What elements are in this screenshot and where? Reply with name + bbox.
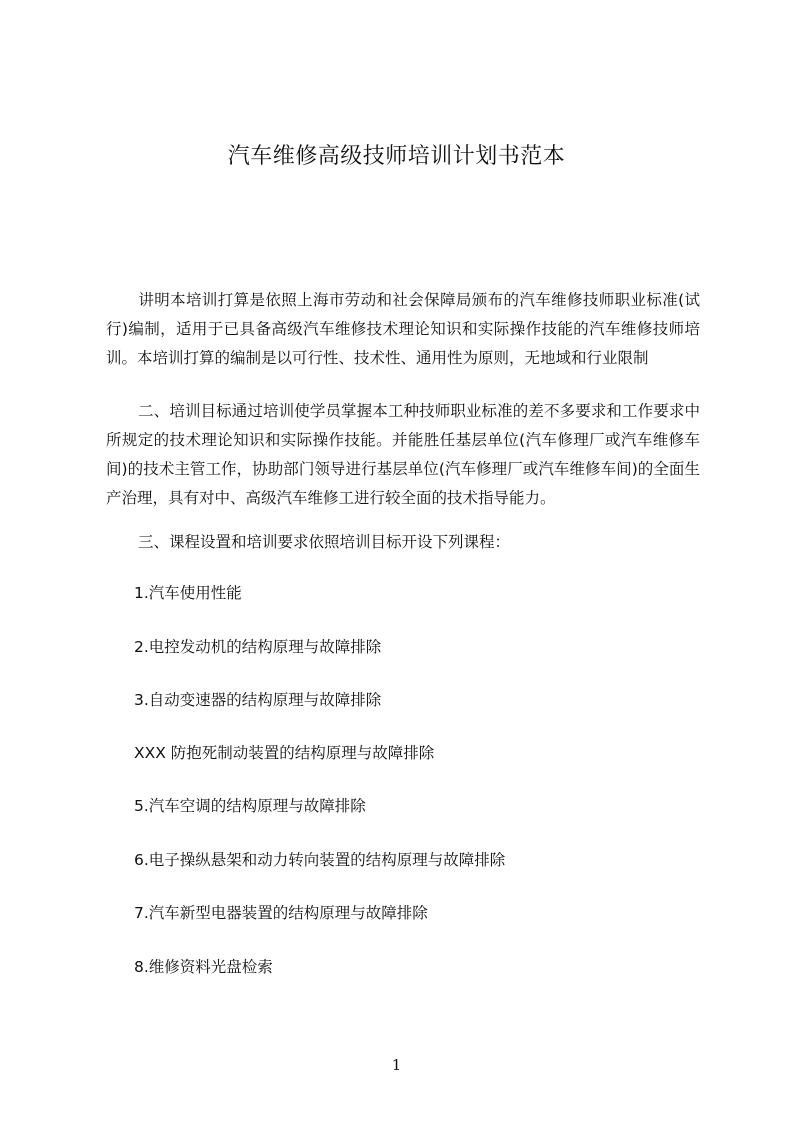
paragraph-training-goals (106, 397, 700, 513)
paragraph-training-goals-text: 二、培训目标通过培训使学员掌握本工种技师职业标准的差不多要求和工作要求中所规定的技术理论知识和实际操作技能。并能胜任基层单位(汽车修理厂或汽车维修车间)的技术主管工作，协助部门领导进行基层单位(汽车修理厂或汽车维修车间)的全面生产治理，具有对中、高级汽车维修工进行较全面的技术指导能力。 (106, 402, 700, 507)
paragraph-introduction-text: 讲明本培训打算是依照上海市劳动和社会保障局颁布的汽车维修技师职业标准(试行)编制，适用于已具备高级汽车维修技术理论知识和实际操作技能的汽车维修技师培训。本培训打算的编制是以可行性、技术性、通用性为原则，无地域和行业限制 (106, 291, 700, 367)
courses-heading: 三、课程设置和培训要求依照培训目标开设下列课程： (138, 533, 511, 551)
course-item: 6.电子操纵悬架和动力转向装置的结构原理与故障排除 (134, 851, 506, 869)
course-item: 1.汽车使用性能 (134, 584, 242, 602)
course-item: 8.维修资料光盘检索 (134, 958, 273, 976)
course-item: 3.自动变速器的结构原理与故障排除 (134, 691, 382, 709)
course-item: 2.电控发动机的结构原理与故障排除 (134, 638, 382, 656)
course-item: 5.汽车空调的结构原理与故障排除 (134, 797, 366, 815)
document-title: 汽车维修高级技师培训计划书范本 (227, 144, 566, 169)
course-item: 7.汽车新型电器装置的结构原理与故障排除 (134, 904, 428, 922)
page-number: 1 (391, 1056, 402, 1074)
paragraph-introduction (106, 286, 700, 373)
course-item: XXX 防抱死制动装置的结构原理与故障排除 (134, 744, 435, 762)
